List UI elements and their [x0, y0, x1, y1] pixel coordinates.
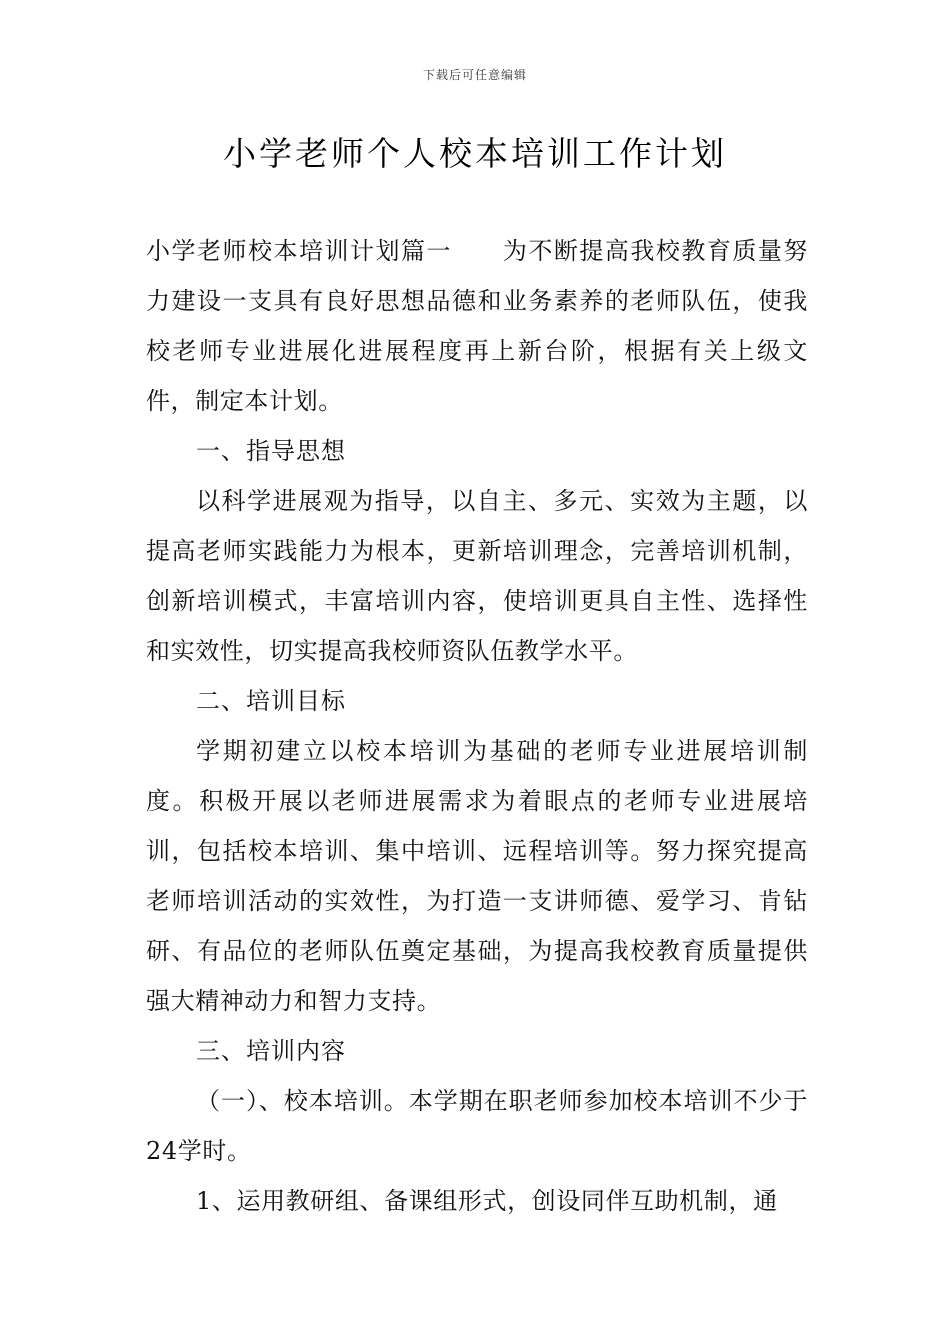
- paragraph-item-1: 1、运用教研组、备课组形式，创设同伴互助机制，通: [196, 1187, 778, 1215]
- paragraph-training-goals: 学期初建立以校本培训为基础的老师专业进展培训制度。积极开展以老师进展需求为着眼点的老师专业进展培训，包括校本培训、集中培训、远程培训等。努力探究提高老师培训活动的实效性，为打造一支讲师德、爱学习、肯钻研、有品位的老师队伍奠定基础，为提高我校教育质量提供强大精神动力和智力支持。: [146, 737, 808, 1015]
- intro-paragraph: 小学老师校本培训计划篇一 为不断提高我校教育质量努力建设一支具有良好思想品德和业务素养的老师队伍，使我校老师专业进展化进展程度再上新台阶，根据有关上级文件，制定本计划。: [146, 237, 808, 415]
- document-title: 小学老师个人校本培训工作计划: [223, 134, 727, 173]
- paragraph-school-training: （一）、校本培训。本学期在职老师参加校本培训不少于24学时。: [146, 1087, 808, 1165]
- section-heading-training-content: 三、培训内容: [196, 1037, 346, 1065]
- paragraph-guiding-thought: 以科学进展观为指导，以自主、多元、实效为主题，以提高老师实践能力为根本，更新培训理念，完善培训机制，创新培训模式，丰富培训内容，使培训更具自主性、选择性和实效性，切实提高我校师资队伍教学水平。: [146, 487, 808, 665]
- section-heading-guiding-thought: 一、指导思想: [196, 437, 346, 465]
- document-body: [146, 226, 808, 1226]
- header-note: 下载后可任意编辑: [422, 68, 527, 82]
- section-heading-training-goals: 二、培训目标: [196, 687, 346, 715]
